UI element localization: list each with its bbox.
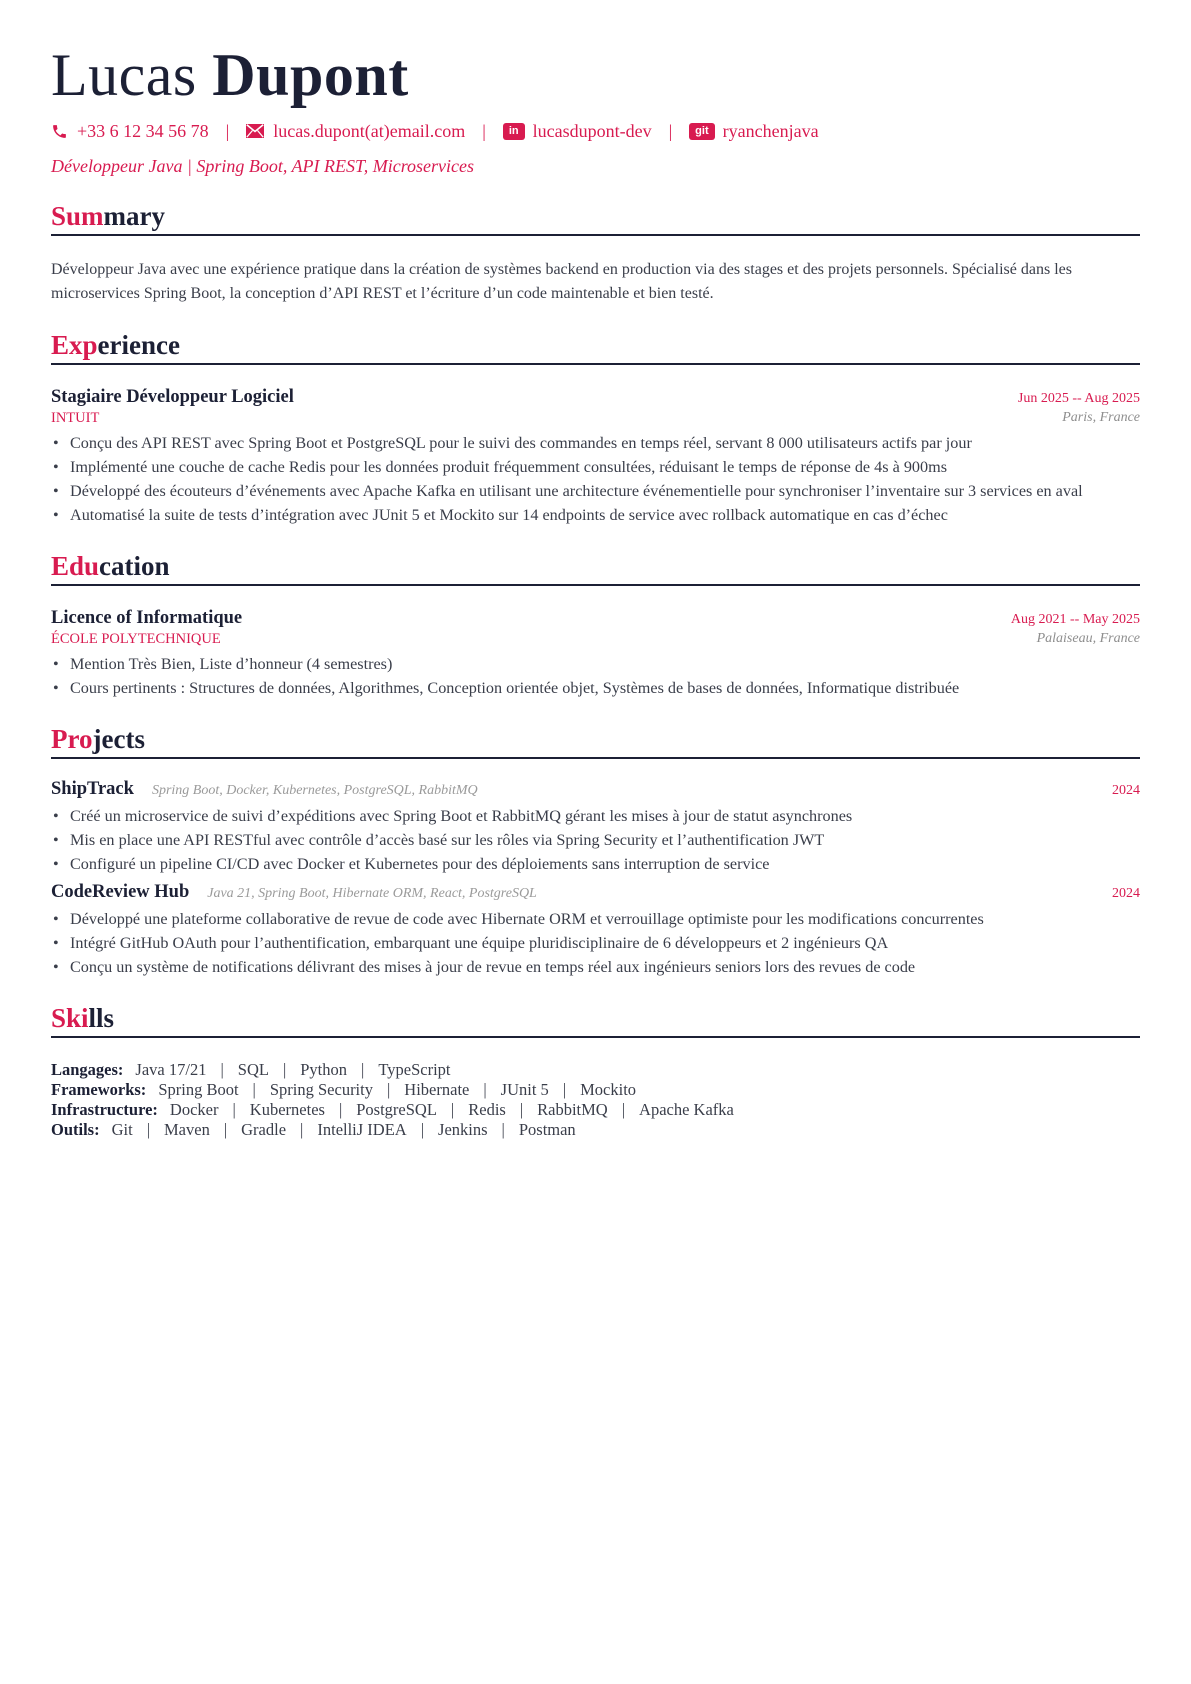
list-item: • Configuré un pipeline CI/CD avec Docker et Kubernetes pour des déploiements sans interruption de service <box>51 852 1140 876</box>
phone-icon <box>51 123 68 140</box>
section-title-accent: Edu <box>51 551 100 581</box>
skill-item: Python <box>300 1060 348 1079</box>
summary-text: Développeur Java avec une expérience pratique dans la création de systèmes backend en production via des stages et des projets personnels. Spécialisé dans les microservices Spring Boot, la conception d’API REST et l’écriture d’un code maintenable et bien testé. <box>51 261 1072 302</box>
skill-item: PostgreSQL <box>356 1100 437 1119</box>
skill-separator: | <box>562 1080 567 1099</box>
section-title-accent: Sum <box>51 201 104 231</box>
contact-separator: | <box>668 120 673 141</box>
github-icon: git <box>689 123 714 140</box>
skill-separator: | <box>252 1080 256 1099</box>
section-title-accent: Ski <box>51 1003 89 1033</box>
skill-category: Langages: <box>51 1060 124 1079</box>
skill-item: Gradle <box>241 1120 287 1139</box>
section-title <box>51 1001 1140 1035</box>
section-title-rest: cation <box>99 551 170 581</box>
project-entry <box>51 779 1140 876</box>
project-tech-stack: Java 21, Spring Boot, Hibernate ORM, React, PostgreSQL <box>207 886 537 901</box>
skill-separator: | <box>420 1120 425 1139</box>
linkedin-contact[interactable] <box>503 121 652 142</box>
skill-item: Redis <box>468 1100 506 1119</box>
section-title-accent: Pro <box>51 724 93 754</box>
skill-item: Jenkins <box>438 1120 488 1139</box>
skill-category: Outils: <box>51 1120 100 1139</box>
section-title <box>51 722 1140 756</box>
skill-category: Infrastructure: <box>51 1100 158 1119</box>
list-item: • Conçu des API REST avec Spring Boot et PostgreSQL pour le suivi des commandes en temps réel, servant 8 000 utilisateurs actifs par jour <box>51 431 1140 455</box>
skill-item: Java 17/21 <box>135 1060 207 1079</box>
project-tech-stack: Spring Boot, Docker, Kubernetes, PostgreSQL, RabbitMQ <box>151 783 478 798</box>
skill-item: RabbitMQ <box>537 1100 608 1119</box>
skill-separator: | <box>338 1100 343 1119</box>
summary-section <box>51 199 1140 306</box>
email-address: lucas.dupont(at)email.com <box>273 120 466 141</box>
list-item: • Cours pertinents : Structures de données, Algorithmes, Conception orientée objet, Systèmes de bases de données, Informatique distribuée <box>51 676 1140 700</box>
company-name: INTUIT <box>51 410 100 426</box>
experience-entry <box>51 387 1140 527</box>
list-item: • Automatisé la suite de tests d’intégration avec JUnit 5 et Mockito sur 14 endpoints de service avec rollback automatique en cas d’échec <box>51 503 1140 527</box>
skill-item: JUnit 5 <box>500 1080 549 1099</box>
tagline: Développeur Java | Spring Boot, API REST, Microservices <box>51 156 475 176</box>
skill-item: Kubernetes <box>249 1100 325 1119</box>
contact-line <box>51 118 1140 144</box>
skill-item: Spring Boot <box>158 1080 239 1099</box>
skills-section <box>51 1001 1140 1140</box>
education-entry <box>51 608 1140 700</box>
skill-row <box>51 1060 1140 1080</box>
skill-separator: | <box>621 1100 626 1119</box>
section-title <box>51 549 1140 583</box>
skill-separator: | <box>220 1060 224 1079</box>
school-location: Palaiseau, France <box>1036 631 1140 646</box>
list-item: • Intégré GitHub OAuth pour l’authentification, embarquant une équipe pluridisciplinaire de 6 développeurs et 2 ingénieurs QA <box>51 931 1140 955</box>
project-year: 2024 <box>1112 886 1140 901</box>
list-item: • Mis en place une API RESTful avec contrôle d’accès basé sur les rôles via Spring Security et l’authentification JWT <box>51 828 1140 852</box>
contact-separator: | <box>482 120 486 141</box>
list-item: • Mention Très Bien, Liste d’honneur (4 semestres) <box>51 652 1140 676</box>
section-title-rest: erience <box>97 330 180 360</box>
skill-item: Git <box>111 1120 133 1139</box>
projects-section <box>51 722 1140 979</box>
skill-item: Hibernate <box>404 1080 470 1099</box>
skill-item: Docker <box>169 1100 219 1119</box>
skill-separator: | <box>483 1080 487 1099</box>
github-handle: ryanchenjava <box>722 120 819 141</box>
github-contact[interactable] <box>689 121 818 142</box>
email-icon <box>246 124 264 138</box>
education-section <box>51 549 1140 700</box>
job-bullets <box>51 431 1140 527</box>
skill-separator: | <box>300 1120 304 1139</box>
contact-separator: | <box>225 120 230 141</box>
list-item: • Implémenté une couche de cache Redis pour les données produit fréquemment consultées, réduisant le temps de réponse de 4s à 900ms <box>51 455 1140 479</box>
skills-list <box>51 1060 1140 1140</box>
skill-separator: | <box>146 1120 150 1139</box>
project-name: CodeReview Hub <box>51 882 190 902</box>
skill-item: Spring Security <box>269 1080 373 1099</box>
skill-separator: | <box>223 1120 228 1139</box>
skill-separator: | <box>282 1060 287 1079</box>
section-divider <box>51 234 1140 236</box>
section-title-rest: jects <box>92 724 145 754</box>
skill-item: SQL <box>237 1060 269 1079</box>
section-divider <box>51 363 1140 365</box>
candidate-name <box>51 40 1140 110</box>
job-dates: Jun 2025 -- Aug 2025 <box>1017 391 1140 406</box>
job-title: Stagiaire Développeur Logiciel <box>51 387 294 407</box>
section-title <box>51 328 1140 362</box>
skill-item: IntelliJ IDEA <box>317 1120 407 1139</box>
skill-category: Frameworks: <box>51 1080 147 1099</box>
skill-separator: | <box>232 1100 236 1119</box>
section-divider <box>51 1036 1140 1038</box>
skill-separator: | <box>501 1120 505 1139</box>
section-title-rest: lls <box>88 1003 115 1033</box>
phone-contact[interactable] <box>51 121 209 142</box>
skill-item: Mockito <box>580 1080 637 1099</box>
experience-section <box>51 328 1140 527</box>
last-name: Dupont <box>212 42 409 108</box>
phone-number: +33 6 12 34 56 78 <box>77 120 209 141</box>
skill-separator: | <box>450 1100 455 1119</box>
list-item: • Conçu un système de notifications délivrant des mises à jour de revue en temps réel aux ingénieurs seniors lors des revues de code <box>51 955 1140 979</box>
job-location: Paris, France <box>1062 410 1140 425</box>
section-divider <box>51 757 1140 759</box>
list-item: • Développé des écouteurs d’événements avec Apache Kafka en utilisant une architecture événementielle pour synchroniser l’inventaire sur 3 services en aval <box>51 479 1140 503</box>
skill-item: Postman <box>518 1120 576 1139</box>
section-title-accent: Exp <box>51 330 98 360</box>
skill-item: Maven <box>164 1120 210 1139</box>
skill-row <box>51 1120 1140 1140</box>
section-title-rest: mary <box>103 201 166 231</box>
project-bullets <box>51 907 1140 979</box>
project-entry <box>51 882 1140 979</box>
list-item: • Créé un microservice de suivi d’expéditions avec Spring Boot et RabbitMQ gérant les mises à jour de statut asynchrones <box>51 804 1140 828</box>
skill-separator: | <box>519 1100 524 1119</box>
section-divider <box>51 584 1140 586</box>
school-name: ÉCOLE POLYTECHNIQUE <box>51 631 221 647</box>
skill-item: Apache Kafka <box>639 1100 734 1119</box>
project-year: 2024 <box>1112 783 1140 798</box>
skill-item: TypeScript <box>378 1060 451 1079</box>
linkedin-handle: lucasdupont-dev <box>532 120 652 141</box>
first-name: Lucas <box>51 42 197 108</box>
education-bullets <box>51 652 1140 700</box>
skill-row <box>51 1080 1140 1100</box>
email-contact[interactable] <box>246 121 465 142</box>
skill-row <box>51 1100 1140 1120</box>
project-name: ShipTrack <box>51 779 134 799</box>
skill-separator: | <box>386 1080 391 1099</box>
degree-dates: Aug 2021 -- May 2025 <box>1010 612 1140 627</box>
section-title <box>51 199 1140 233</box>
list-item: • Développé une plateforme collaborative de revue de code avec Hibernate ORM et verrouillage optimiste pour les modifications concurrentes <box>51 907 1140 931</box>
degree-title: Licence of Informatique <box>51 608 243 628</box>
linkedin-icon: in <box>503 123 525 140</box>
project-bullets <box>51 804 1140 876</box>
skill-separator: | <box>361 1060 365 1079</box>
